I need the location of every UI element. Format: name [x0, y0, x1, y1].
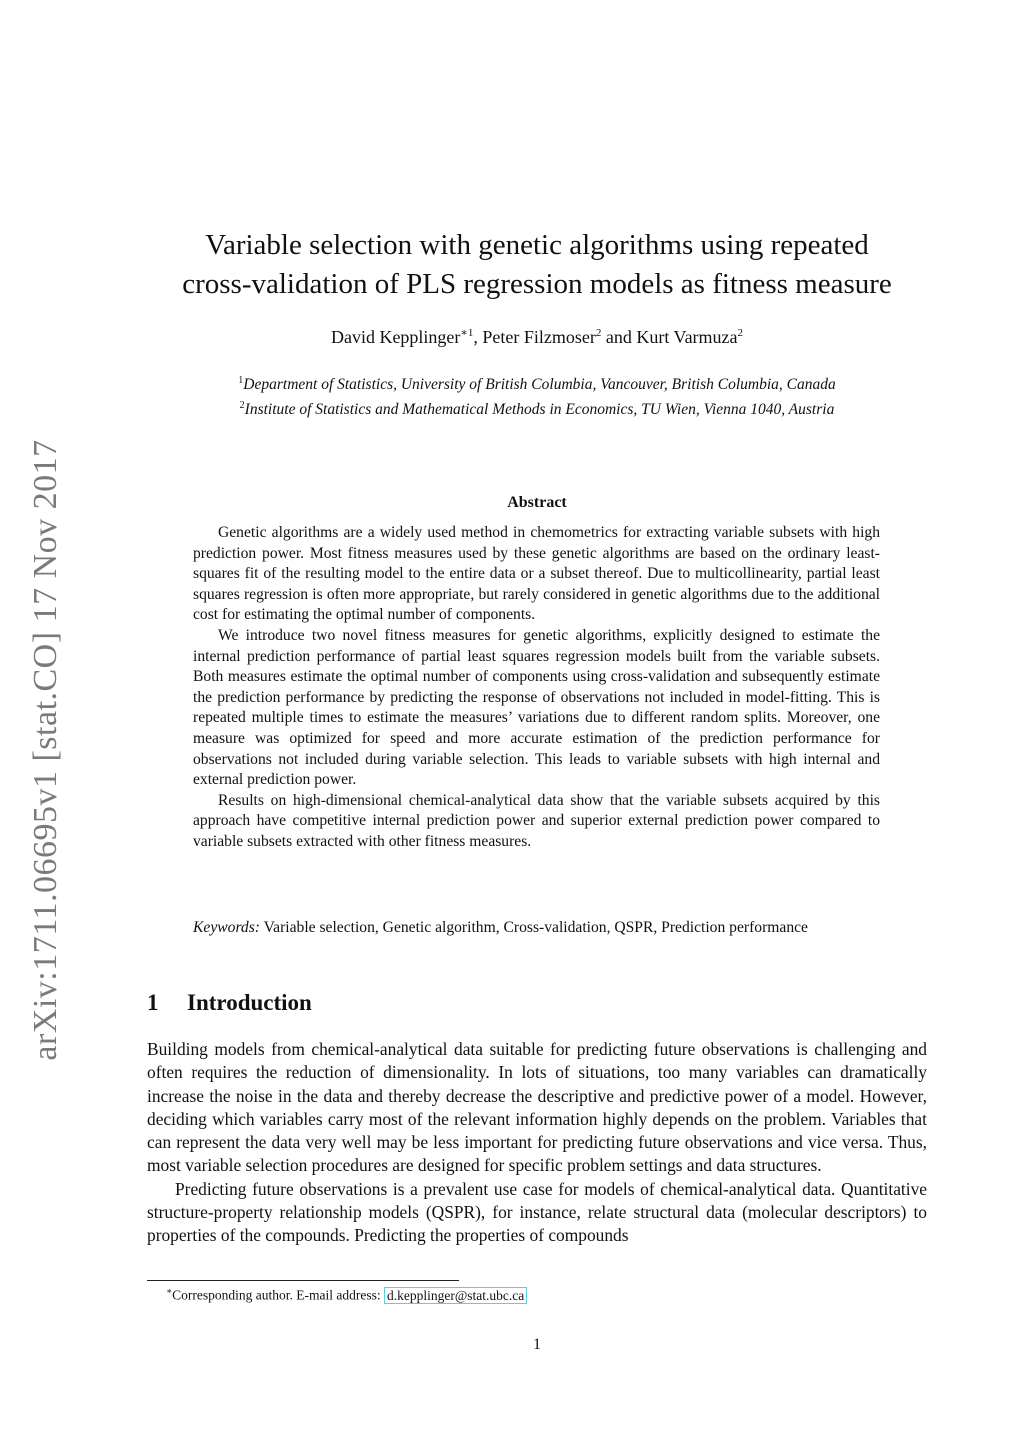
affiliation-1: [0, 370, 1024, 395]
paper-title: [0, 226, 1024, 304]
author-kepplinger: David Kepplinger: [330, 327, 461, 347]
author-filzmoser-mark: 2: [595, 327, 602, 339]
keywords: [193, 918, 880, 939]
section-title: Introduction: [187, 990, 312, 1015]
section-number: 1: [147, 990, 159, 1015]
affiliation-1-mark: 1: [238, 375, 244, 386]
page-number: 1: [533, 1336, 541, 1353]
intro-paragraph-2: Predicting future observations is a prevalent use case for models of chemical-analytical data. Quantitative structure-property relationship models (QSPR), for instance, relate structural data (molecular descriptors) to properties of the compounds. Predicting the properties of compounds: [147, 1178, 927, 1246]
arxiv-identifier-stamp: arXiv:1711.06695v1 [stat.CO] 17 Nov 2017: [27, 439, 64, 1061]
affiliation-1-text: Department of Statistics, University of British Columbia, Vancouver, British Columbia, Canada: [243, 376, 836, 394]
intro-paragraph-1: Building models from chemical-analytical data suitable for predicting future observations is challenging and often requires the reduction of dimensionality. In lots of situations, too many variables can dramatically increase the noise in the data and thereby decrease the descriptive and predictive power of a model. However, deciding which variables carry most of the relevant information highly depends on the problem. Variables that can represent the data very well may be less important for predicting future observations and vice versa. Thus, most variable selection procedures are designed for specific problem settings and data structures.: [147, 1039, 927, 1176]
author-separator-2: and: [601, 327, 637, 347]
footnote-text: Corresponding author. E-mail address:: [172, 1287, 384, 1303]
affiliation-2: [0, 395, 1024, 420]
author-separator-1: ,: [473, 327, 483, 347]
footnote-mark: ∗: [166, 1286, 173, 1296]
footnote: [166, 1286, 527, 1304]
affiliation-2-mark: 2: [239, 400, 245, 412]
abstract-heading: Abstract: [507, 494, 567, 511]
author-list: [0, 326, 1024, 348]
section-heading-introduction: [147, 990, 312, 1016]
email-link[interactable]: d.kepplinger@stat.ubc.ca: [384, 1287, 527, 1304]
keywords-text: Variable selection, Genetic algorithm, Cross-validation, QSPR, Prediction performance: [260, 919, 808, 936]
author-varmuza: Kurt Varmuza: [636, 327, 738, 347]
abstract-paragraph-2: We introduce two novel fitness measures for genetic algorithms, explicitly designed to estimate the internal prediction performance of partial least squares regression models built from the variable subsets. Both measures estimate the optimal number of components using cross-validation and subsequently estimate the prediction performance by predicting the response of observations not included in model-fitting. This is repeated multiple times to estimate the measures’ variations due to different random splits. Moreover, one measure was optimized for speed and more accurate estimation of the prediction performance for observations not included during variable selection. This leads to variable subsets with high internal and external prediction power.: [193, 626, 880, 789]
title-line-2: cross-validation of PLS regression models as fitness measure: [182, 268, 892, 300]
affiliations: [0, 370, 1024, 420]
abstract-paragraph-3: Results on high-dimensional chemical-analytical data show that the variable subsets acquired by this approach have competitive internal prediction power and superior external prediction power compared to variable subsets extracted with other fitness measures.: [193, 791, 880, 850]
abstract-body: [193, 523, 880, 853]
affiliation-2-text: Institute of Statistics and Mathematical Methods in Economics, TU Wien, Vienna 1040, Austria: [244, 401, 835, 419]
introduction-body: [147, 1038, 927, 1248]
author-filzmoser: Peter Filzmoser: [482, 327, 596, 347]
author-kepplinger-mark: ∗1: [460, 327, 474, 339]
abstract-paragraph-1: Genetic algorithms are a widely used method in chemometrics for extracting variable subsets with high prediction power. Most fitness measures used by these genetic algorithms are based on the ordinary least-squares fit of the resulting model to the entire data or a subset thereof. Due to multicollinearity, partial least squares regression is often more appropriate, but rarely considered in genetic algorithms due to the additional cost for estimating the optimal number of components.: [193, 524, 880, 624]
title-line-1: Variable selection with genetic algorithms using repeated: [205, 229, 869, 261]
author-varmuza-mark: 2: [737, 327, 744, 339]
footnote-rule: [147, 1280, 459, 1281]
keywords-label: Keywords:: [193, 919, 260, 936]
